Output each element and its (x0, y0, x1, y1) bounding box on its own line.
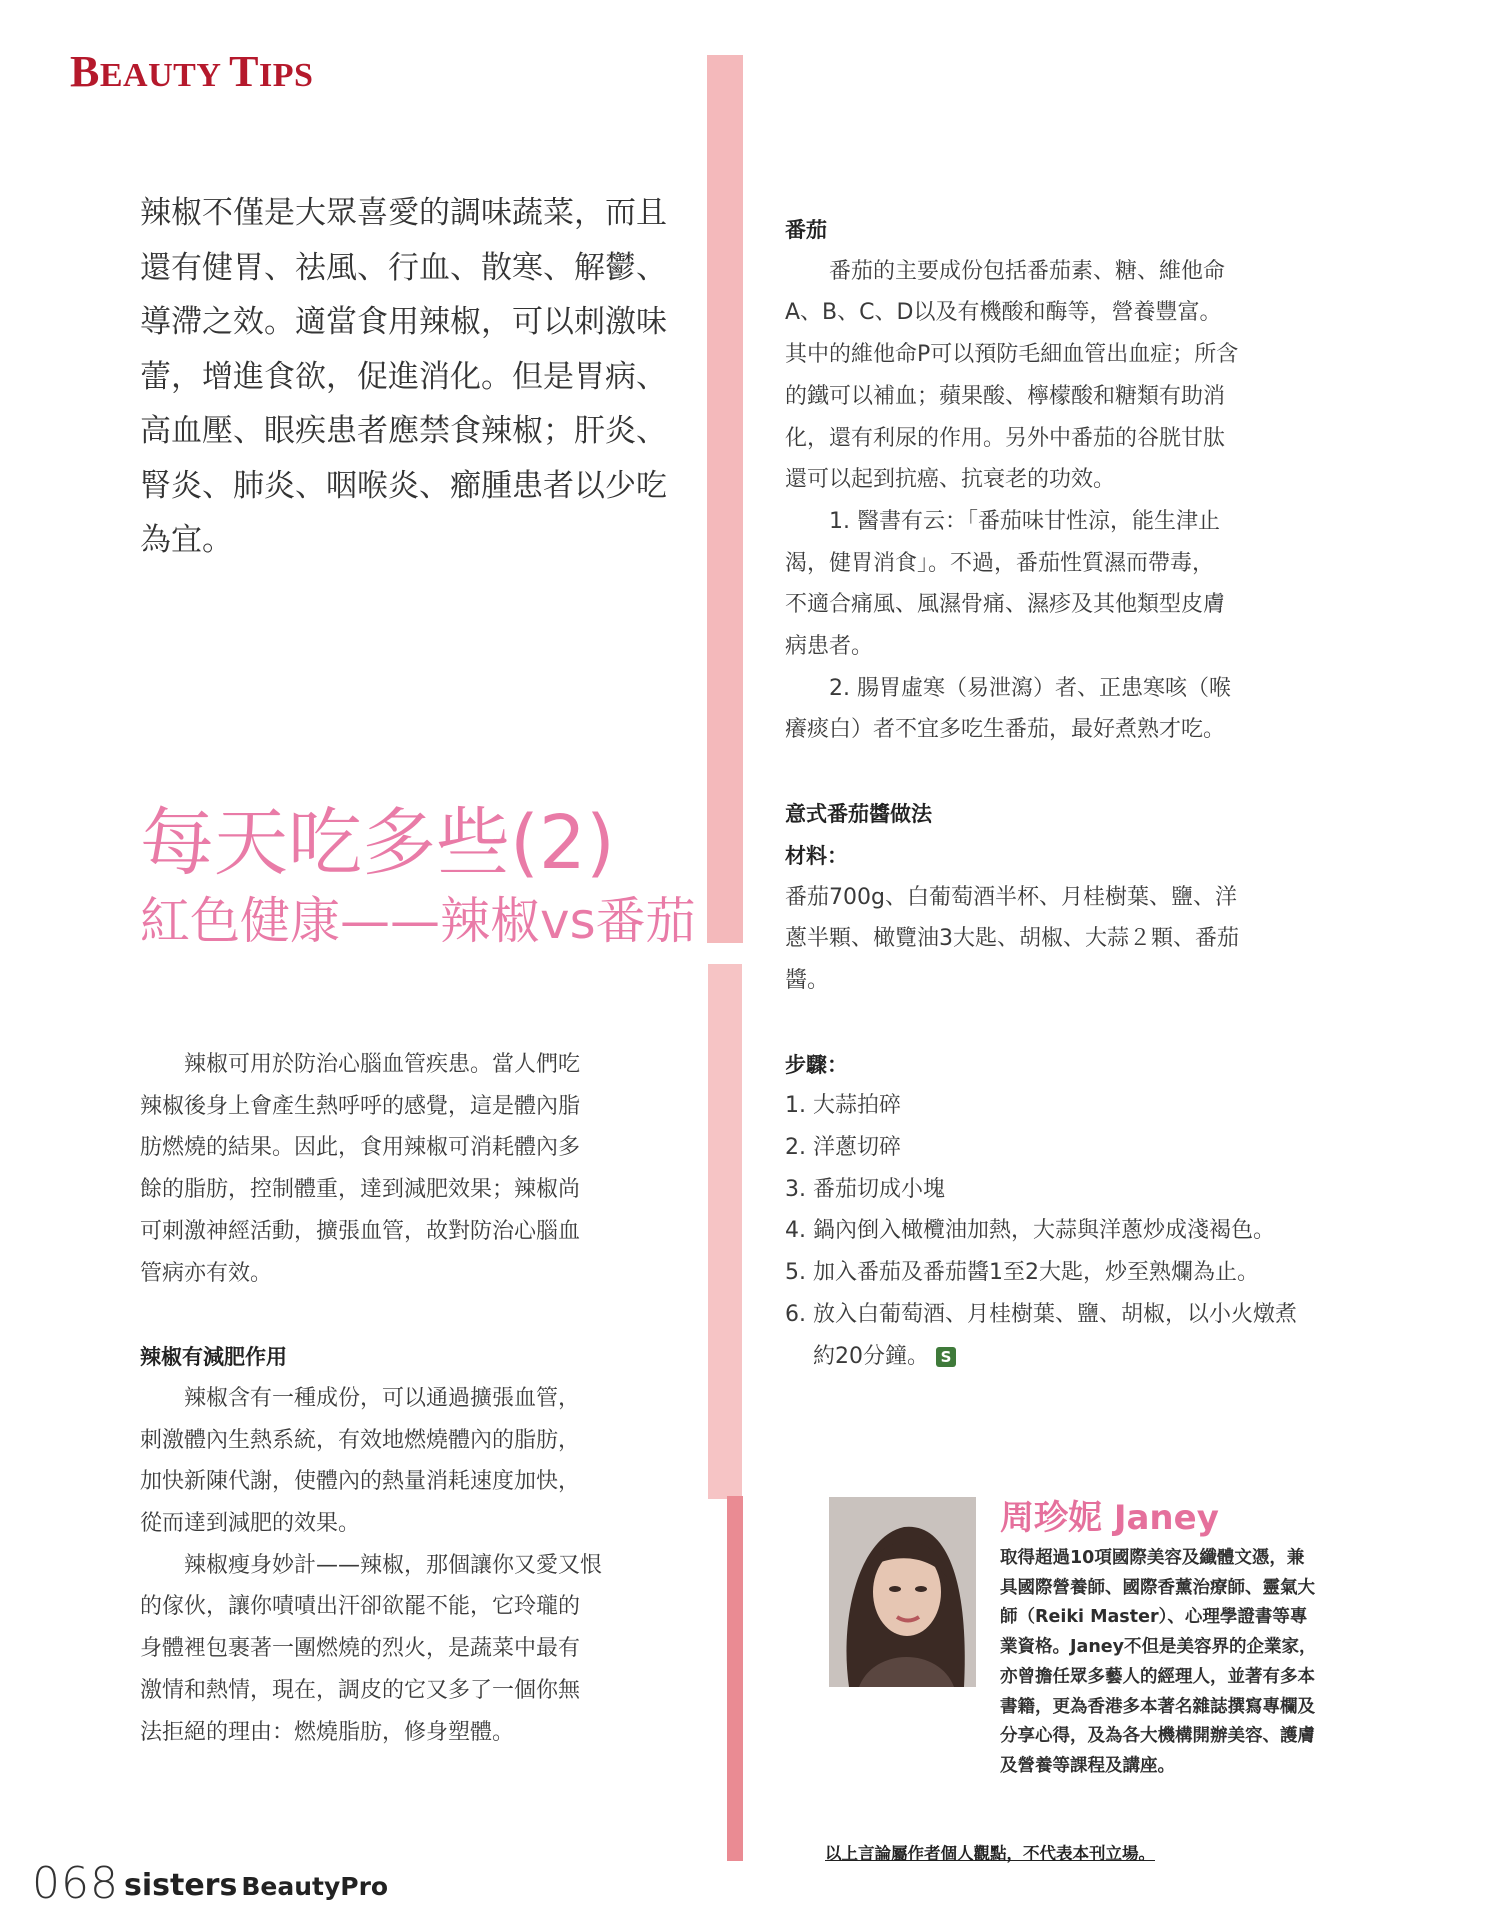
brand-logo: sisters (124, 1868, 238, 1903)
tomato-note-1: 1. 醫書有云：「番茄味甘性涼，能生津止 渴，健胃消食」。不過，番茄性質濕而帶毒， 不適合痛風、風濕骨痛、濕疹及其他類型皮膚 病患者。 (785, 508, 1226, 660)
materials-list: 番茄700g、白葡萄酒半杯、月桂樹葉、鹽、洋 蔥半顆、橄覽油3大匙、胡椒、大蒜２顆、番茄 醬。 (785, 884, 1239, 993)
page-number: 068 (32, 1858, 119, 1909)
subhead-weight-loss: 辣椒有減肥作用 (140, 1344, 287, 1370)
article-subtitle: 紅色健康——辣椒vs番茄 (140, 892, 696, 950)
tomato-note-2: 2. 腸胃虛寒（易泄瀉）者、正患寒咳（喉 癢痰白）者不宜多吃生番茄，最好煮熟才吃。 (785, 675, 1231, 743)
brand-sub: BeautyPro (241, 1872, 389, 1901)
steps-list (785, 1085, 1312, 1377)
step-item: 3. 番茄切成小塊 (785, 1176, 945, 1202)
recipe-title: 意式番茄醬做法 (785, 801, 932, 827)
subhead-tomato: 番茄 (785, 217, 827, 242)
step-item: 5. 加入番茄及番茄醬1至2大匙，炒至熟爛為止。 (785, 1260, 1259, 1286)
right-column (785, 209, 1312, 1377)
intro-paragraph: 辣椒不僅是大眾喜愛的調味蔬菜，而且 還有健胃、祛風、行血、散寒、解鬱、 導滯之效。適當食用辣椒，可以刺激味 蕾，增進食欲，促進消化。但是胃病、 高血壓、眼疾患者應禁食辣椒；肝炎、 腎炎、肺炎、咽喉炎、癤腫患者以少吃 為宜。 (140, 195, 667, 558)
author-bio: 取得超過10項國際美容及纖體文憑，兼具國際營養師、國際香薰治療師、靈氣大師（Reiki Master）、心理學證書等專業資格。Janey不但是美容界的企業家，亦曾擔任眾多藝人的經理人，並著有多本書籍，更為香港多本著名雜誌撰寫專欄及分享心得，及為各大機構開辦美容、護膚及營養等課程及講座。 (1000, 1548, 1317, 1776)
step-item: 4. 鍋內倒入橄欖油加熱，大蒜與洋蔥炒成淺褐色。 (785, 1218, 1275, 1244)
decorative-bar-bottom (727, 1496, 743, 1861)
portrait-illustration (829, 1497, 976, 1687)
author-name: 周珍妮 Janey (1000, 1498, 1219, 1538)
section-header: BEAUTY TIPS (70, 47, 314, 96)
decorative-bar-middle (708, 964, 742, 1499)
step-item: 1. 大蒜拍碎 (785, 1093, 901, 1119)
sisters-end-mark-icon: S (936, 1347, 956, 1367)
weight-loss-paragraph: 辣椒含有一種成份，可以通過擴張血管， 刺激體內生熱系統，有效地燃燒體內的脂肪， 加快新陳代謝，使體內的熱量消耗速度加快， 從而達到減肥的效果。 (140, 1385, 581, 1537)
left-column (140, 1044, 668, 1753)
steps-heading: 步驟： (785, 1051, 848, 1077)
author-photo (829, 1497, 976, 1687)
chili-paragraph: 辣椒可用於防治心腦血管疾患。當人們吃 辣椒後身上會產生熱呼呼的感覺，這是體內脂 肪燃燒的結果。因此，食用辣椒可消耗體內多 餘的脂肪，控制體重，達到減肥效果；辣椒尚 可刺激神經活動，擴張血管，故對防治心腦血 管病亦有效。 (140, 1052, 581, 1286)
magazine-brand (124, 1868, 388, 1903)
step-item: 2. 洋蔥切碎 (785, 1135, 901, 1161)
disclaimer: 以上言論屬作者個人觀點，不代表本刊立場。 (825, 1844, 1155, 1863)
article-title: 每天吃多些(2) (140, 800, 615, 886)
materials-heading: 材料： (785, 842, 848, 868)
slimming-tips-paragraph: 辣椒瘦身妙計——辣椒，那個讓你又愛又恨 的傢伙，讓你嘖嘖出汗卻欲罷不能，它玲瓏的 身體裡包裹著一團燃燒的烈火，是蔬菜中最有 激情和熱情，現在，調皮的它又多了一個你無 法拒絕的理由：燃燒脂肪，修身塑體。 (140, 1552, 603, 1745)
tomato-paragraph: 番茄的主要成份包括番茄素、糖、維他命 A、B、C、D以及有機酸和酶等，營養豐富。 其中的維他命P可以預防毛細血管出血症；所含 的鐵可以補血；蘋果酸、檸檬酸和糖類有助消 化，還有利尿的作用。另外中番茄的谷胱甘肽 還可以起到抗癌、抗衰老的功效。 (785, 258, 1239, 493)
decorative-bar-top (707, 55, 743, 943)
step-item: 6. 放入白葡萄酒、月桂樹葉、鹽、胡椒，以小火燉煮約20分鐘。 S (785, 1301, 1297, 1369)
